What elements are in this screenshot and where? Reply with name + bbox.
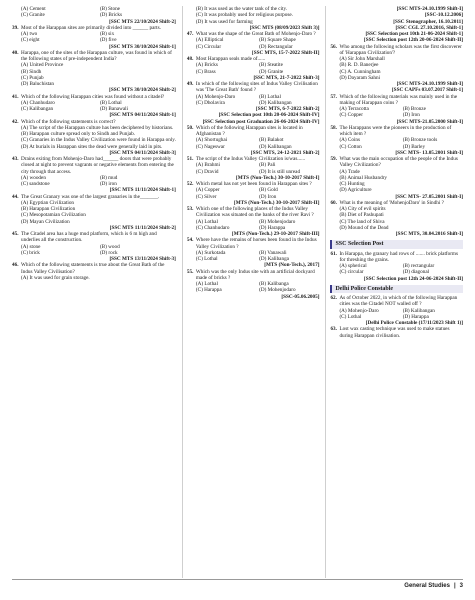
question-text: Most Harappan seals made of...... [195,56,266,62]
options-list [330,169,463,194]
option: (B) mud [99,174,118,181]
exam-source: [SSC MTS-24.10.1999 Shift-I] [396,81,463,87]
option: (A) Bricks [195,62,218,69]
question-text: The Great Granary was one of the largest granaries in the_______. [21,193,160,200]
question-number: 57. [330,93,337,100]
option: (A) Sir John Marshall [339,56,385,62]
question [187,125,320,138]
exam-source: [SSC MTS, 24-12-2021 Shift-2] [250,149,320,156]
option: (B) It was used as the water tank of the city. [195,6,288,12]
option: (D) Iron [259,193,277,200]
exam-source: [SSC MTS 04/11/2024 Shift-1] [109,112,176,119]
question [187,156,320,162]
options-list [330,56,463,81]
option: (C) Dholavira [195,99,225,106]
exam-source: [SSC MTS, 6-7-2022 Shift-2] [256,106,320,112]
option: (D) rock [99,249,118,256]
option: (D) five [99,37,117,44]
option: (B) Gold [259,187,278,194]
options-list [187,281,320,294]
option: (D) At burials in Harappan sites the dead were generally laid in pits. [21,143,163,150]
question-number: 60. [330,199,337,206]
option: (A) Chanhudaro [21,99,55,106]
question [187,81,320,94]
exam-source: [SSC Selection post Graduation 26-06-2024 Shift-IV] [202,118,320,125]
option: (C) Lothal [195,256,218,262]
question [12,194,176,200]
question [187,269,320,282]
exam-source: [SSC MTS, 21-7-2022 Shift-3] [253,74,320,81]
option: (C) Nageswar [195,143,225,150]
exam-source: [SSC-10.12.2006] [424,12,463,19]
option: (C) eight [21,37,40,44]
option: (C) Mesopotamian Civilization [21,212,86,219]
option: (C) Kalibangan [21,106,54,112]
option: (A) It was used for grain storage. [21,274,90,281]
option: (A) United Province [21,62,64,69]
exam-source: [SSC MTS-21.05.2000 Shift-I] [396,118,463,125]
question [330,156,463,169]
question [330,44,463,57]
exam-source: [SSC CGL 27.10.2016, Shift-1] [395,24,463,31]
option: (D) Mohenjodaro [259,287,296,294]
option: (C) circular [339,269,364,276]
option: (C) Granaries in the Indus Valley Civilization were found in Harappa only. [21,137,176,144]
question-number: 47. [186,31,194,37]
option: (C) The land of Shiva [339,218,385,225]
column-middle [182,6,320,578]
option: (A) Mohenjo-Daro [195,93,236,100]
question-number: 49. [186,81,194,87]
column-left [12,6,176,578]
option: (B) Animal Husbandry [339,174,387,181]
option: (B) Harappan Civilization [21,206,76,212]
option: (B) Balakot [259,137,284,144]
question-text: What is the meaning of 'MohenjoDaro' in Sindhi ? [339,199,444,206]
option: (D) diagonal [402,269,430,276]
exam-source: [SSC MTS (08/09/2023 Shift 3)] [249,24,320,31]
option: (C) Chanhudaro [195,224,230,231]
question-text: Which one of the following places of the Indus Valley Civilization was situated on the banks of the river Ravi ? [195,206,314,219]
options-list [12,31,176,44]
question-number: 54. [186,237,194,244]
option: (B) Square Shape [259,37,296,44]
exam-source: [SSC MTS 22/10/2024 Shift-2] [109,18,176,25]
option: (A) Coins [339,137,361,144]
question-number: 44. [12,193,19,200]
option: (B) Vanawali [259,249,287,256]
question [330,251,463,264]
option: (C) Hunting [339,181,365,187]
question [12,156,176,175]
question [330,125,463,138]
option: (C) Lothal [339,313,362,320]
question [330,295,463,308]
question-number: 50. [186,124,194,131]
option: (B) R. D. Banerjee [339,62,379,69]
option: (C) Punjab [21,74,44,81]
question [187,31,320,37]
options-list [12,6,176,19]
question-number: 46. [12,262,19,269]
question-text: As of October 2022, in which of the following Harappan cities was the Citadel NOT walled off ? [339,295,458,308]
option: (C) sandstone [21,181,50,187]
exam-source: [SSC Selection post 12th 20-06-2024 Shift-II] [364,37,463,44]
option: (B) Stone [99,6,120,12]
option: (C) Circular [195,43,222,50]
options-list [187,219,320,232]
question-number: 53. [186,206,194,212]
option: (B) Bronze tools [402,137,438,144]
option: (C) Dravid [195,168,219,175]
option: (B) Kalibanga [259,281,289,287]
footer-page-number: 3 [459,583,463,589]
options-list [330,206,463,231]
option: (D) Harappa [259,224,286,231]
option: (D) Rectangular [259,43,293,50]
exam-source: [SSC Selection post 10th 20-06-2024 Shift-IV] [218,112,320,119]
option: (B) rectangular [402,263,435,269]
option: (A) Lothal [195,281,218,287]
options-list [12,100,176,113]
options-list [187,162,320,175]
option: (A) Brahmi [195,162,220,169]
question-number: 42. [12,118,19,125]
question-text: Which was the only Indus site with an artificial dockyard made of bricks ? [195,268,315,281]
option: (A) Shortughai [195,137,228,144]
option: (D) Granite [259,68,284,75]
option: (B) Diet of Pashupati [339,212,384,219]
option: (A) Mohenjo-Daro [339,307,379,314]
option: (D) Dayaram Sahni [339,74,381,81]
exam-source: [SSC MTS- 13.05.2001 Shift-I] [395,149,463,156]
question-text: Which of the following statements is correct? [21,118,116,125]
question-number: 63. [330,326,337,333]
option: (A) stone [21,243,41,250]
exam-source: [SSC Stenographer, 16.10.2011] [393,18,463,25]
exam-source: [SSC MTS, 30.04.2016 Shift-I] [395,231,463,237]
question [12,231,176,244]
question-text: In Harappa, the granary had rows of ....... brick platforms for threshing the grains. [339,250,458,263]
exam-source: [MTS (Non-Tech.), 2017] [264,262,320,269]
options-list [330,137,463,150]
option: (D) Barley [402,143,426,150]
option: (A) Lothal [195,218,218,225]
exam-source: [SSC MTS 04/11/2024 Shift-3] [109,149,176,156]
exam-source: [SSC MTS-24.10.1999 Shift-I] [396,6,463,12]
option: (D) Kalibangan [259,143,292,150]
question-text: The Harappans were the pioneers in the production of which item ? [339,124,452,137]
option: (D) Mayan Civilization [21,218,70,225]
question [12,50,176,63]
exam-source: [SSC MTS 11/11/2024 Shift-1] [109,187,176,194]
question-text: Which of the following statements is true about the Great Bath of the Indus Valley Civilisation? [21,262,165,275]
page-body [12,6,463,578]
footer-separator: | [453,583,456,589]
question-text: What was the shape of the Great Bath of Mohenjo-Daro ? [195,31,316,37]
question-text: Who among the following scholars was the first discoverer of 'Harappan Civilization'? [339,43,462,56]
exam-source: [SSC-05.06.2005] [281,293,320,300]
exam-source: [Delhi Police Constable (17/11/2023 Shift 1)] [365,320,463,326]
options-list [187,94,320,107]
option: (D) Harappa [402,313,429,320]
option: (A) Elliptical [195,37,224,44]
question [187,181,320,187]
option: (A) City of evil spirits [339,206,386,212]
options-list [12,275,176,281]
option: (B) Sindh [21,68,42,75]
question-number: 62. [330,295,337,301]
option: (C) Cotton [339,143,362,150]
option: (D) Baluchistan [21,81,54,87]
options-list [330,263,463,276]
option: (A) spherical [339,263,367,269]
exam-source: [MTS (Non-Tech.) 30-10-2017 Shift-I] [236,174,320,181]
option: (D) Mound of the Dead [339,224,389,231]
options-list [187,6,320,25]
option: (A) two [21,31,38,37]
option: (B) Kalibangan [402,307,435,314]
section-heading: Delhi Police Constable [330,285,463,293]
option: (B) Lothal [99,99,122,106]
option: (D) Kalibanga [259,256,289,262]
question [12,262,176,275]
options-list [12,244,176,257]
question-number: 61. [330,250,337,257]
option: (A) Surkotada [195,249,226,256]
exam-source: [MTS (Non-Tech.) 29-10-2017 Shift-III] [232,231,320,237]
question-number: 39. [12,24,19,31]
question-number: 59. [330,156,337,162]
option: (A) wooden [21,174,46,181]
option: (C) A. Cunningham [339,68,381,75]
option: (A) Cement [21,6,46,12]
question-number: 58. [330,124,337,131]
question-text: Which of the following materials was mainly used in the making of Harappan coins ? [339,93,458,106]
question [187,206,320,219]
exam-source: [SSC MTS 11/11/2024 Shift-2] [109,224,176,231]
question [330,200,463,206]
options-list [187,250,320,263]
options-list [12,125,176,150]
footer-label: General Studies [404,583,450,589]
option: (C) Granite [21,12,45,19]
question-number: 41. [12,93,19,100]
option: (B) wood [99,243,120,250]
option: (D) Kalibangan [259,99,292,106]
option: (C) Brass [195,68,216,75]
question [12,94,176,100]
option: (B) Bronze [402,106,426,112]
options-list [330,106,463,119]
question-text: Lost wax casting technique was used to make statues during Harappan civilisation. [339,326,450,339]
question [330,94,463,107]
question-text: Harappa, one of the sites of the Harappan culture, was found in which of the following states of pre-independent India? [21,49,172,62]
question-number: 52. [186,181,194,187]
question-text: The script of the Indus Valley Civilization is/was...... [195,156,306,162]
question-number: 51. [186,156,194,162]
options-list [330,308,463,321]
options-list [12,200,176,225]
question [187,237,320,250]
option: (C) Harappa [195,287,222,294]
question-number: 45. [12,231,19,237]
question [187,56,320,62]
exam-source: [SSC CAPFs 03.07.2017 Shift-1] [391,87,463,94]
exam-source: [SSC Selection post 10th 21-06-2024 Shift-1] [365,31,463,37]
options-list [187,62,320,75]
section-heading: SSC Selection Post [330,240,463,248]
question-text: What was the main occupation of the people of the Indus Valley Civilization? [339,156,458,169]
option: (A) The script of the Harappan culture has been deciphered by historians. [21,124,174,131]
option: (A) Terracotta [339,106,369,112]
question-number: 48. [186,56,194,62]
option: (D) iron [99,181,117,187]
exam-source: [SSC MTS 30/10/2024 Shift-1] [109,43,176,50]
option: (C) Copper [339,112,363,119]
option: (C) Silver [195,193,217,200]
option: (B) Lothal [259,93,281,100]
exam-source: [SSC MTS- 27.05.2001 Shift-I] [395,193,463,200]
question-text: The Citadel area has a huge mud platform, which is 6 m high and underlies all the construction. [21,231,157,244]
option: (C) It was probably used for religious purpose. [195,12,293,19]
options-list [187,37,320,50]
options-list [187,137,320,150]
option: (D) It is still unread [259,168,301,175]
question-text: Most of the Harappan sites are primarily divided into ______ parts. [21,24,161,31]
question-text: Which of the following Harappan sites is located in Afghanistan ? [195,124,303,137]
option: (B) Steatite [259,62,283,69]
options-list [187,187,320,200]
option: (D) Agriculture [339,187,372,194]
exam-source: [SSC Selection post 12th 24-06-2024 Shift-II] [364,275,463,282]
question-number: 43. [12,156,19,162]
options-list [12,62,176,87]
options-list [12,175,176,188]
exam-source: [MTS (Non-Tech.) 30-10-2017 Shift-II] [234,199,320,206]
exam-source: [SSC MTS, 15-7-2022 Shift-II] [251,49,320,56]
question [12,25,176,31]
option: (D) Bricks [99,12,122,19]
question-number: 55. [186,268,194,275]
page-footer [12,579,463,592]
question-number: 56. [330,43,337,50]
question-text: Drains exiting from Mohenjo-Daro had______ doors that were probably closed at night to prevent vagrants or negative elements from entering the city through that access. [21,156,174,175]
option: (B) Harappan culture spread only to Sindh and Punjab. [21,131,135,137]
option: (B) Mohenjodaro [259,218,296,225]
option: (A) Trade [339,168,360,175]
option: (B) six [99,31,115,37]
option: (A) Egyptian Civilization [21,199,75,206]
option: (D) Iron [402,112,420,119]
option: (A) Copper [195,187,220,194]
question [12,119,176,125]
option: (C) brick [21,249,40,256]
question [330,326,463,339]
column-right [325,6,463,578]
question-text: Where have the remains of horses been found in the Indus Valley Civilization ? [195,237,317,250]
option: (D) Banawali [99,106,129,112]
exam-source: [SSC MTS 30/10/2024 Shift-2] [109,87,176,94]
question-text: Which of the following Harappan cities was found without a citadel? [21,93,165,100]
question-number: 40. [12,49,19,56]
option: (D) It was used for farming [195,18,253,25]
option: (B) Pali [259,162,276,169]
question-text: In which of the following sites of Indus Valley Civilisation was 'The Great Bath' found ? [195,81,318,94]
question-text: Which metal has not yet been found in Harappan sites ? [195,181,312,187]
exam-source: [SSC MTS 13/11/2024 Shift-3] [109,256,176,262]
